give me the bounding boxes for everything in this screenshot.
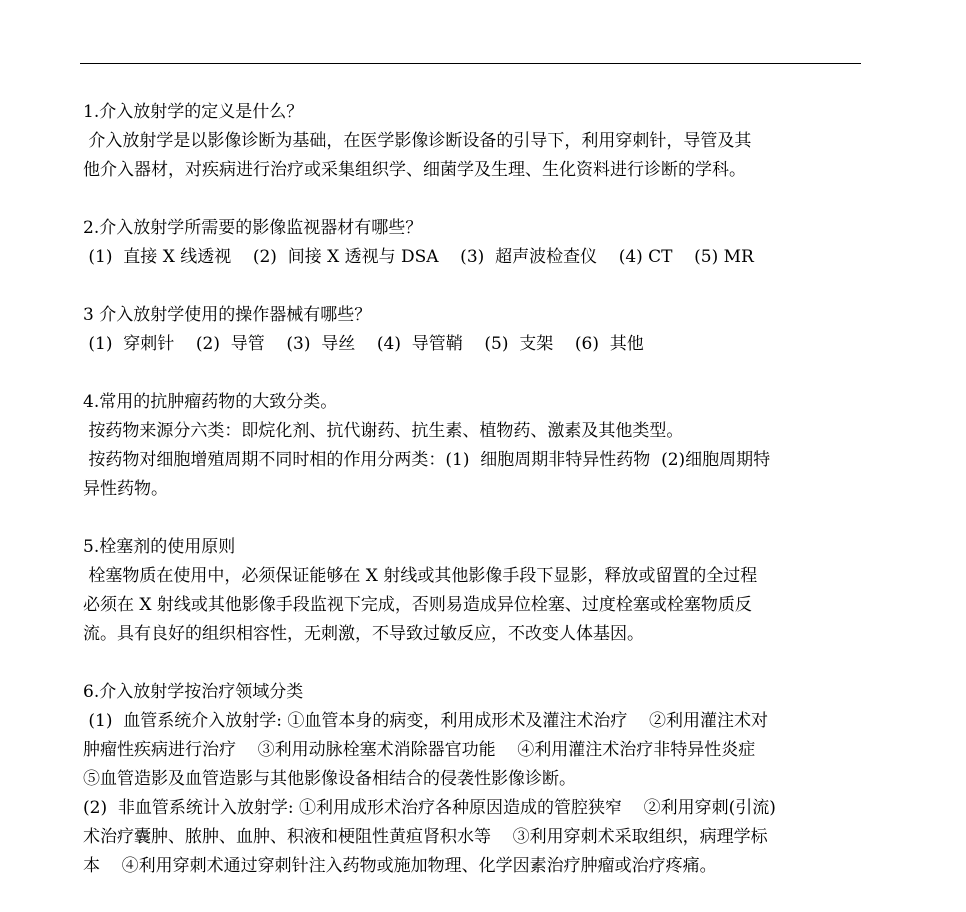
section-1-line: 他介入器材，对疾病进行治疗或采集组织学、细菌学及生理、生化资料进行诊断的学科。	[83, 160, 746, 180]
header-rule	[80, 63, 861, 64]
spacer	[83, 185, 863, 214]
spacer	[83, 359, 863, 388]
section-4-line: 按药物来源分六类：即烷化剂、抗代谢药、抗生素、植物药、激素及其他类型。	[83, 421, 684, 441]
section-1	[83, 98, 863, 185]
section-6-line: (2) 非血管系统计入放射学: ①利用成形术治疗各种原因造成的管腔狭窄 ②利用穿刺(引流)	[83, 798, 776, 818]
section-6-line: (1) 血管系统介入放射学: ①血管本身的病变，利用成形术及灌注术治疗 ②利用灌注术对	[83, 711, 769, 731]
section-5-line: 流。具有良好的组织相容性，无刺激，不导致过敏反应，不改变人体基因。	[83, 624, 644, 644]
section-5	[83, 533, 863, 649]
document-body	[83, 98, 863, 881]
spacer	[83, 649, 863, 678]
section-4-line: 按药物对细胞增殖周期不同时相的作用分两类：(1) 细胞周期非特异性药物 (2)细胞周期特	[83, 450, 771, 470]
section-3	[83, 301, 863, 359]
section-6-line: 术治疗囊肿、脓肿、血肿、积液和梗阻性黄疸肾积水等 ③利用穿刺术采取组织，病理学标	[83, 827, 768, 847]
section-6-line: 肿瘤性疾病进行治疗 ③利用动脉栓塞术消除器官功能 ④利用灌注术治疗非特异性炎症	[83, 740, 756, 760]
section-1-line: 介入放射学是以影像诊断为基础，在医学影像诊断设备的引导下，利用穿刺针，导管及其	[83, 131, 752, 151]
section-1-title: 1.介入放射学的定义是什么？	[83, 102, 304, 122]
spacer	[83, 272, 863, 301]
section-2-line: (1) 直接 X 线透视 (2) 间接 X 透视与 DSA (3) 超声波检查仪 (4) CT (5) MR	[83, 247, 754, 267]
section-3-title: 3 介入放射学使用的操作器械有哪些？	[83, 305, 372, 325]
section-6-line: 本 ④利用穿刺术通过穿刺针注入药物或施加物理、化学因素治疗肿瘤或治疗疼痛。	[83, 856, 717, 876]
section-4-line: 异性药物。	[83, 479, 168, 499]
section-6	[83, 678, 863, 881]
section-6-line: ⑤血管造影及血管造影与其他影像设备相结合的侵袭性影像诊断。	[83, 769, 576, 789]
section-2-title: 2.介入放射学所需要的影像监视器材有哪些？	[83, 218, 423, 238]
section-5-title: 5.栓塞剂的使用原则	[83, 537, 236, 557]
section-6-title: 6.介入放射学按治疗领域分类	[83, 682, 304, 702]
spacer	[83, 504, 863, 533]
section-4	[83, 388, 863, 504]
section-4-title: 4.常用的抗肿瘤药物的大致分类。	[83, 392, 338, 412]
section-5-line: 栓塞物质在使用中，必须保证能够在 X 射线或其他影像手段下显影，释放或留置的全过程	[83, 566, 758, 586]
section-5-line: 必须在 X 射线或其他影像手段监视下完成，否则易造成异位栓塞、过度栓塞或栓塞物质反	[83, 595, 752, 615]
section-3-line: (1) 穿刺针 (2) 导管 (3) 导丝 (4) 导管鞘 (5) 支架 (6) 其他	[83, 334, 644, 354]
section-2	[83, 214, 863, 272]
